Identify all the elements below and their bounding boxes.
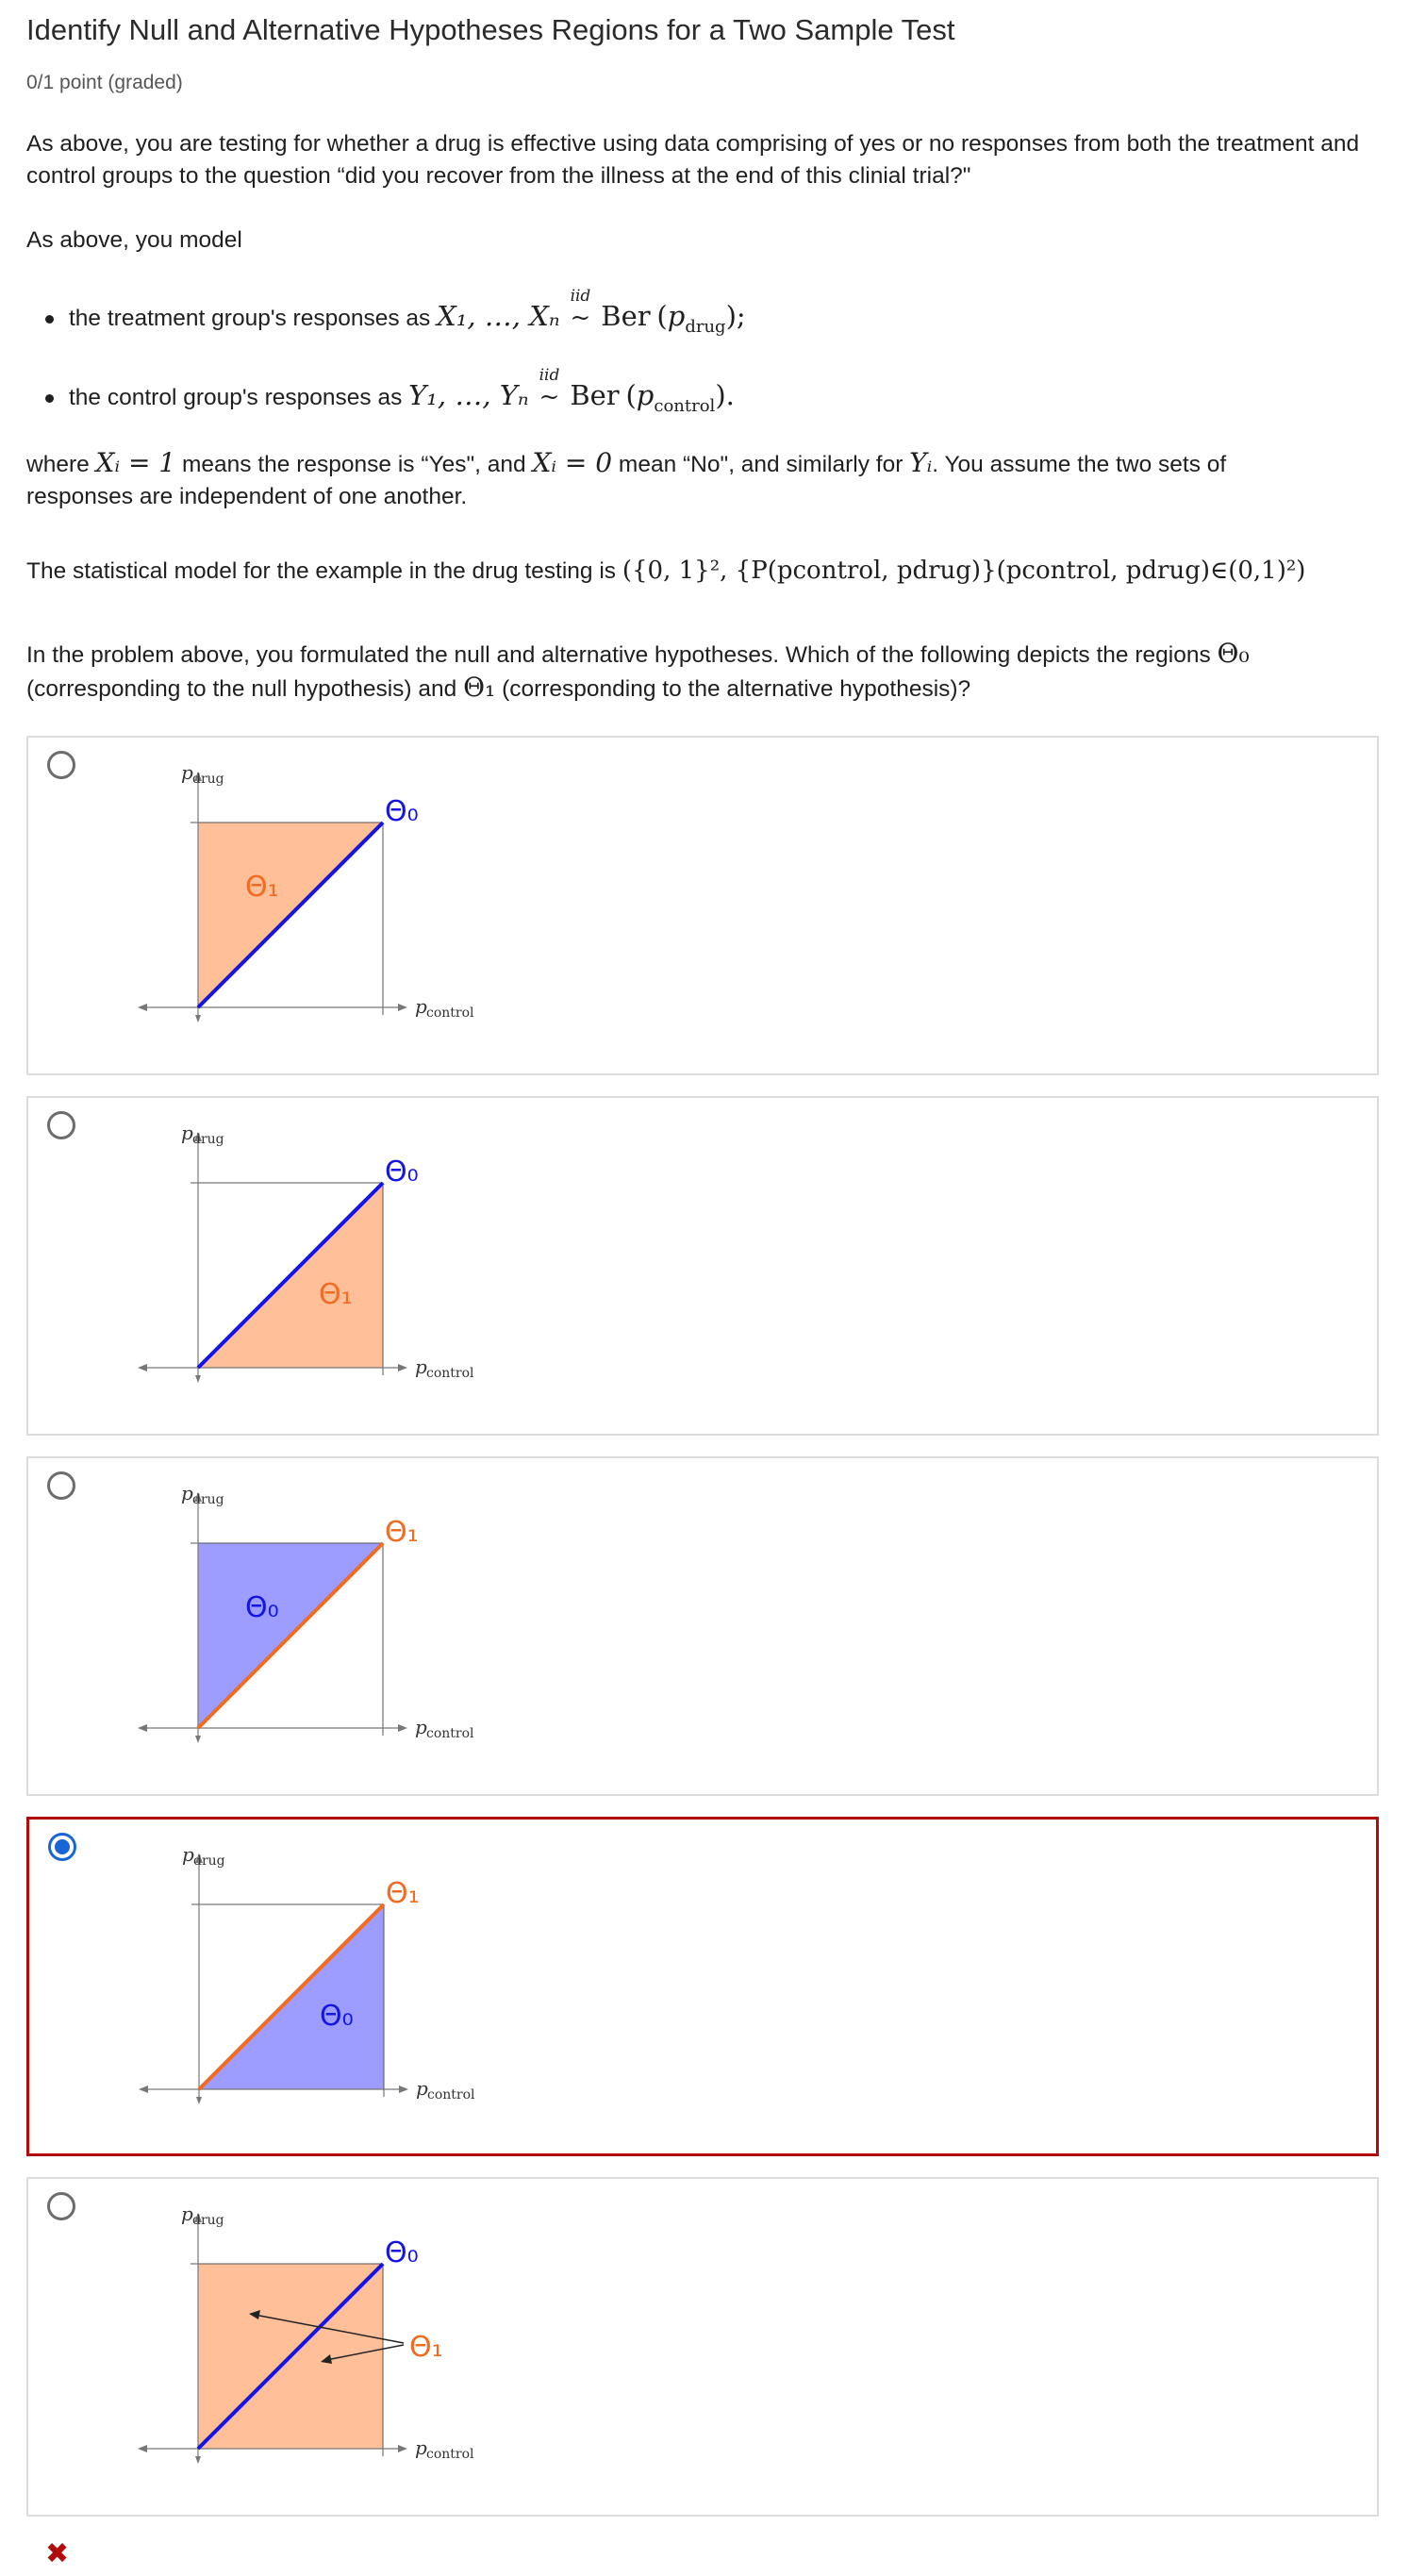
option-E[interactable] <box>26 2177 1379 2517</box>
question-line2a: (corresponding to the null hypothesis) and <box>26 676 457 702</box>
bullet-control: the control group's responses as Y₁, …, Yₙ iid ~ Ber $(p_{control})$. <box>45 379 735 416</box>
statmodel-paragraph <box>26 555 1375 588</box>
y-axis-label-sub: drug <box>193 1853 225 1869</box>
option-diagram-A <box>104 738 594 1073</box>
y-axis-down-arrow <box>195 1736 201 1743</box>
where-a: where <box>26 452 90 477</box>
points-label: 0/1 point (graded) <box>26 72 183 93</box>
iid-label-2: iid <box>539 366 560 385</box>
question-line1: In the problem above, you formulated the null and alternative hypotheses. Which of the following depicts the regions <box>26 642 1211 668</box>
y-axis-label-sub: drug <box>192 1492 224 1507</box>
iid-sim <box>566 287 594 332</box>
x-axis-label-sub: control <box>427 2087 475 2102</box>
x-axis-label: p <box>415 995 427 1018</box>
bullet-treatment: the treatment group's responses as X₁, …, Xₙ iid ~ Ber $(p_{drug})$; <box>45 300 746 337</box>
option-B[interactable] <box>26 1096 1379 1436</box>
iid-sim-2 <box>536 366 564 411</box>
ber-label-2: Ber <box>570 379 620 411</box>
sim-symbol-2: ~ <box>539 383 560 411</box>
x-axis-left-arrow <box>138 1004 147 1011</box>
p-control-sub: control <box>654 395 716 416</box>
intro-paragraph: As above, you are testing for whether a drug is effective using data comprising of yes or no responses from both the treatment and control groups to the question “did you recover from the illness at the end of this clinial trial?" <box>26 131 1360 189</box>
option-diagram-E <box>104 2179 594 2515</box>
option-diagram-D <box>105 1820 595 2155</box>
y-axis-down-arrow <box>195 1015 201 1022</box>
line-region-label: Θ₀ <box>385 2236 419 2269</box>
where-d: . You assume the two sets of <box>932 452 1227 477</box>
y-axis-label-sub: drug <box>192 2213 224 2228</box>
y-axis-label: p <box>182 1843 194 1866</box>
iid-label: iid <box>570 287 591 306</box>
line-region-label: Θ₁ <box>385 1516 419 1549</box>
option-C[interactable] <box>26 1456 1379 1796</box>
xi-eq-0: Xᵢ = 0 <box>532 447 613 478</box>
option-diagram-B <box>104 1098 594 1434</box>
y-axis-down-arrow <box>195 2456 201 2464</box>
where-b: means the response is “Yes", and <box>182 452 526 477</box>
shaded-region-label: Θ₀ <box>320 2000 354 2033</box>
option-radio-E[interactable] <box>47 2192 75 2220</box>
shaded-region-label: Θ₁ <box>245 871 279 904</box>
y-axis-label-sub: drug <box>192 1132 224 1147</box>
bullet-control-text: the control group's responses as <box>69 385 403 410</box>
y-axis-down-arrow <box>195 1375 201 1383</box>
yi-symbol: Yᵢ <box>909 447 933 478</box>
x-axis-arrow <box>398 1004 407 1011</box>
question-theta1: Θ₁ <box>463 672 496 703</box>
y-axis-label: p <box>181 1122 193 1144</box>
option-D[interactable] <box>26 1817 1379 2156</box>
x-sequence: X₁, …, Xₙ <box>437 300 560 332</box>
question-paragraph <box>26 638 1375 706</box>
x-axis-label: p <box>415 2436 427 2459</box>
where-paragraph <box>26 447 1375 513</box>
statmodel-expression: ({0, 1}², {P(pcontrol, pdrug)}(pcontrol, pdrug)∈(0,1)²) <box>622 557 1306 585</box>
x-axis-arrow <box>398 1724 407 1732</box>
statmodel-text: The statistical model for the example in the drug testing is <box>26 558 617 584</box>
y-axis-label: p <box>181 1482 193 1504</box>
x-axis-label: p <box>416 2077 428 2100</box>
ber-label: Ber <box>601 300 651 332</box>
x-axis-left-arrow <box>138 2445 147 2452</box>
question-line2b: (corresponding to the alternative hypothesis)? <box>502 676 971 702</box>
option-radio-C[interactable] <box>47 1471 75 1500</box>
x-axis-arrow <box>399 2086 408 2093</box>
option-radio-B[interactable] <box>47 1111 75 1139</box>
x-axis-arrow <box>398 1364 407 1371</box>
y-sequence: Y₁, …, Yₙ <box>408 379 529 411</box>
y-axis-label: p <box>181 2202 193 2225</box>
line-region-label: Θ₀ <box>385 795 419 828</box>
x-axis-left-arrow <box>138 1364 147 1371</box>
model-intro: As above, you model <box>26 227 242 253</box>
x-axis-left-arrow <box>139 2086 148 2093</box>
option-A[interactable] <box>26 736 1379 1075</box>
x-axis-label: p <box>415 1355 427 1378</box>
option-radio-D[interactable] <box>48 1833 76 1861</box>
sim-symbol: ~ <box>570 304 591 332</box>
line-region-label: Θ₀ <box>385 1155 419 1188</box>
bullet-treatment-text: the treatment group's responses as <box>69 306 431 331</box>
shaded-region-label: Θ₁ <box>409 2331 443 2364</box>
incorrect-icon: ✖ <box>45 2538 70 2569</box>
y-axis-label: p <box>181 761 193 784</box>
y-axis-down-arrow <box>196 2097 202 2104</box>
shaded-region-label: Θ₀ <box>245 1591 279 1624</box>
x-axis-label-sub: control <box>426 2447 474 2462</box>
x-axis-left-arrow <box>138 1724 147 1732</box>
problem-title: Identify Null and Alternative Hypotheses Regions for a Two Sample Test <box>26 13 955 46</box>
x-axis-label-sub: control <box>426 1726 474 1741</box>
p-drug-sub: drug <box>685 316 726 337</box>
shaded-region-label: Θ₁ <box>319 1278 353 1311</box>
question-theta0: Θ₀ <box>1217 638 1250 669</box>
option-radio-A[interactable] <box>47 751 75 779</box>
option-diagram-C <box>104 1458 594 1794</box>
where-c: mean “No", and similarly for <box>618 452 903 477</box>
x-axis-label: p <box>415 1716 427 1738</box>
xi-eq-1: Xᵢ = 1 <box>95 447 176 478</box>
y-axis-label-sub: drug <box>192 772 224 787</box>
x-axis-label-sub: control <box>426 1005 474 1021</box>
x-axis-arrow <box>398 2445 407 2452</box>
line-region-label: Θ₁ <box>386 1877 420 1910</box>
x-axis-label-sub: control <box>426 1366 474 1381</box>
where-line2: responses are independent of one another. <box>26 484 468 509</box>
